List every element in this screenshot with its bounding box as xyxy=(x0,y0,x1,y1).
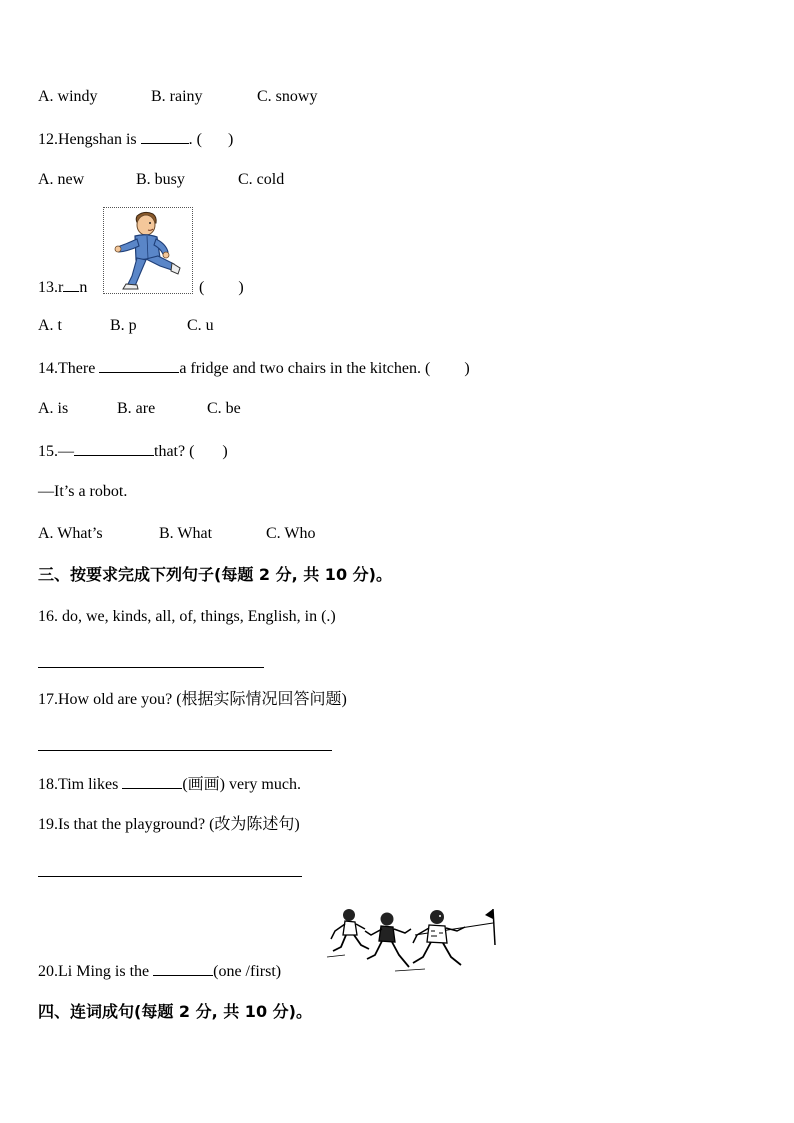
q14-option-a[interactable]: A. is xyxy=(38,400,69,417)
q14-close: ) xyxy=(464,360,470,377)
q12-blank[interactable] xyxy=(141,129,189,144)
q12-option-c[interactable]: C. cold xyxy=(238,171,285,188)
q11-option-a[interactable]: A. windy xyxy=(38,88,98,105)
q16-answer-line[interactable] xyxy=(38,667,264,668)
q12-suffix: . ( xyxy=(188,131,202,148)
q15-question xyxy=(38,441,228,462)
q15-option-c[interactable]: C. Who xyxy=(266,525,316,542)
section-3-heading: 三、按要求完成下列句子(每题 2 分, 共 10 分)。 xyxy=(38,565,392,584)
q13-answer-paren xyxy=(199,278,244,298)
q16-question: 16. do, we, kinds, all, of, things, English, in (.) xyxy=(38,608,336,625)
q18-question xyxy=(38,774,301,795)
q13-prefix: 13.r xyxy=(38,279,64,296)
q12-options xyxy=(38,170,284,190)
q18-suffix: (画画) very much. xyxy=(182,776,301,793)
q14-question xyxy=(38,358,470,379)
q15-close: ) xyxy=(222,443,228,460)
q18-blank[interactable] xyxy=(122,774,182,789)
q17-answer-line[interactable] xyxy=(38,750,332,751)
q19-answer-line[interactable] xyxy=(38,876,302,877)
q15-dialogue-answer: —It’s a robot. xyxy=(38,483,128,500)
q13-suffix: n xyxy=(79,279,88,296)
q12-question xyxy=(38,129,233,150)
q12-option-a[interactable]: A. new xyxy=(38,171,85,188)
q13-blank[interactable] xyxy=(63,277,79,292)
q14-option-b[interactable]: B. are xyxy=(117,400,156,417)
q15-prefix: 15.— xyxy=(38,443,74,460)
q13-options xyxy=(38,316,214,336)
q14-options xyxy=(38,399,241,419)
q15-option-b[interactable]: B. What xyxy=(159,525,213,542)
q12-close: ) xyxy=(227,131,234,148)
q20-question xyxy=(38,961,281,982)
section-4-heading: 四、连词成句(每题 2 分, 共 10 分)。 xyxy=(38,1002,312,1021)
q11-option-c[interactable]: C. snowy xyxy=(257,88,318,105)
running-man-icon xyxy=(104,208,192,293)
q11-options xyxy=(38,87,317,107)
q14-blank[interactable] xyxy=(99,358,179,373)
q13-question xyxy=(38,277,87,298)
q19-question: 19.Is that the playground? (改为陈述句) xyxy=(38,816,300,833)
q15-suffix: that? ( xyxy=(154,443,195,460)
q14-option-c[interactable]: C. be xyxy=(207,400,241,417)
q17-question: 17.How old are you? (根据实际情况回答问题) xyxy=(38,691,347,708)
q13-paren-open: ( xyxy=(199,279,205,296)
q12-prefix: 12.Hengshan is xyxy=(38,131,141,148)
q18-prefix: 18.Tim likes xyxy=(38,776,123,793)
q11-option-b[interactable]: B. rainy xyxy=(151,88,203,105)
race-runners-icon xyxy=(325,905,500,975)
q13-option-c[interactable]: C. u xyxy=(187,317,214,334)
q20-prefix: 20.Li Ming is the xyxy=(38,963,154,980)
q13-picture-frame xyxy=(103,207,193,294)
q14-prefix: 14.There xyxy=(38,360,100,377)
q12-option-b[interactable]: B. busy xyxy=(136,171,185,188)
q15-blank[interactable] xyxy=(74,441,154,456)
q13-option-b[interactable]: B. p xyxy=(110,317,137,334)
q20-suffix: (one /first) xyxy=(213,963,282,980)
q14-suffix: a fridge and two chairs in the kitchen. ( xyxy=(179,360,431,377)
q15-option-a[interactable]: A. What’s xyxy=(38,525,103,542)
q13-paren-close: ) xyxy=(238,279,244,296)
q15-options xyxy=(38,524,315,544)
q13-option-a[interactable]: A. t xyxy=(38,317,62,334)
q20-blank[interactable] xyxy=(153,961,213,976)
